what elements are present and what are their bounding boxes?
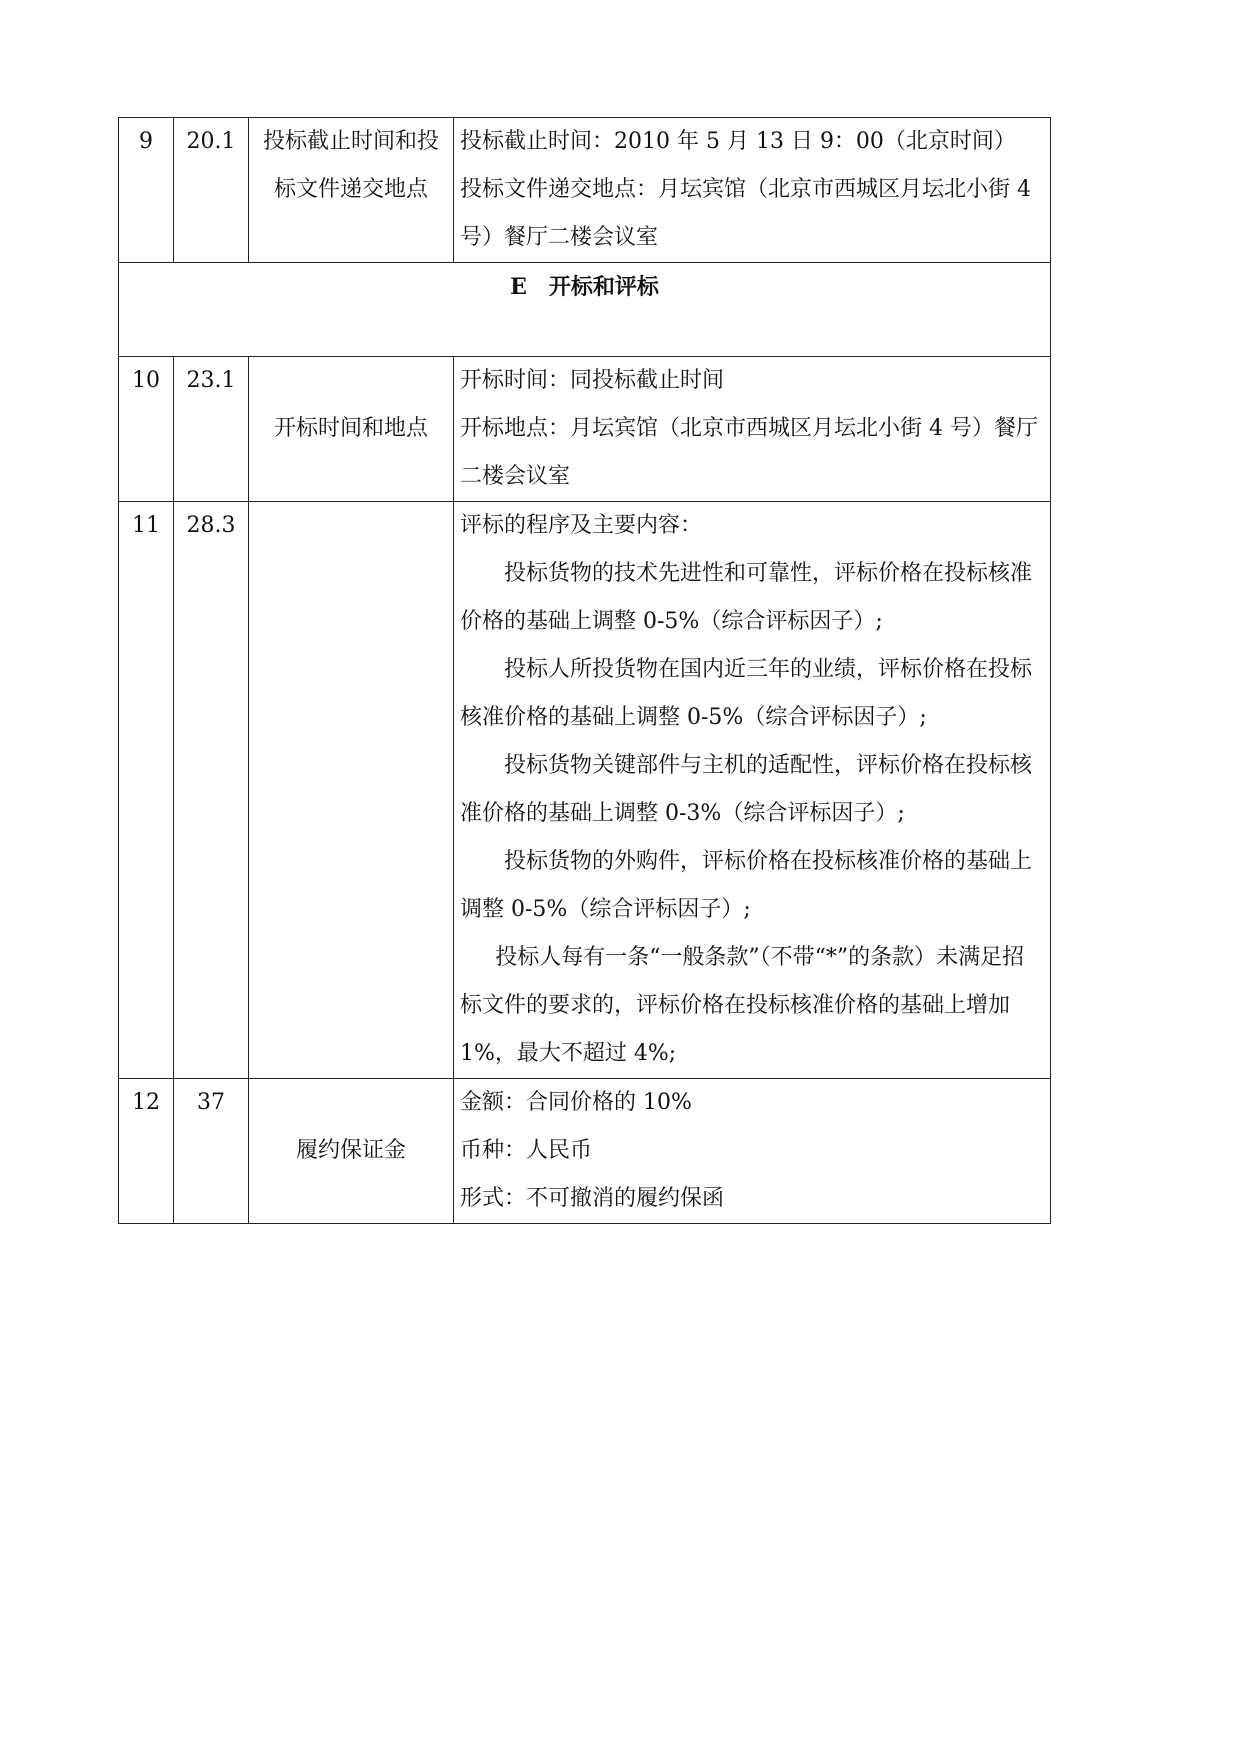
item-name: 投标截止时间和投标文件递交地点 <box>249 118 454 263</box>
clause-number: 37 <box>174 1079 249 1224</box>
content-line: 投标截止时间：2010 年 5 月 13 日 9：00（北京时间） <box>460 129 1016 154</box>
item-content <box>454 118 1051 263</box>
bid-data-table <box>118 117 1051 1224</box>
section-row <box>119 263 1051 357</box>
section-title: 开标和评标 <box>548 274 659 300</box>
content-line: 开标时间：同投标截止时间 <box>460 368 725 393</box>
section-heading <box>119 263 1051 357</box>
content-line: 评标的程序及主要内容： <box>460 513 703 538</box>
table-row <box>119 357 1051 502</box>
content-paragraph: 投标货物的技术先进性和可靠性，评标价格在投标核准价格的基础上调整 0-5%（综合评标因子）; <box>460 561 1033 634</box>
row-number: 10 <box>119 357 174 502</box>
section-code: E <box>510 274 527 300</box>
row-number: 9 <box>119 118 174 263</box>
content-line: 币种：人民币 <box>460 1138 593 1163</box>
clause-number: 23.1 <box>174 357 249 502</box>
clause-number: 20.1 <box>174 118 249 263</box>
content-paragraph: 投标人每有一条“一般条款”（不带“*”的条款）未满足招标文件的要求的，评标价格在投标核准价格的基础上增加 1%，最大不超过 4%; <box>460 945 1025 1066</box>
content-paragraph: 投标货物的外购件，评标价格在投标核准价格的基础上调整 0-5%（综合评标因子）; <box>460 849 1033 922</box>
row-number: 11 <box>119 502 174 1079</box>
content-line: 投标文件递交地点：月坛宾馆（北京市西城区月坛北小街 4 号）餐厅二楼会议室 <box>460 177 1031 250</box>
item-name: 开标时间和地点 <box>249 357 454 502</box>
table-row <box>119 118 1051 263</box>
item-content <box>454 502 1051 1079</box>
table-row <box>119 502 1051 1079</box>
clause-number: 28.3 <box>174 502 249 1079</box>
table-row <box>119 1079 1051 1224</box>
content-paragraph: 投标货物关键部件与主机的适配性，评标价格在投标核准价格的基础上调整 0-3%（综合评标因子）; <box>460 753 1033 826</box>
item-content <box>454 357 1051 502</box>
row-number: 12 <box>119 1079 174 1224</box>
content-line: 形式：不可撤消的履约保函 <box>460 1186 725 1211</box>
content-paragraph: 投标人所投货物在国内近三年的业绩，评标价格在投标核准价格的基础上调整 0-5%（综合评标因子）; <box>460 657 1033 730</box>
content-line: 金额：合同价格的 10% <box>460 1090 692 1115</box>
content-line: 开标地点：月坛宾馆（北京市西城区月坛北小街 4 号）餐厅二楼会议室 <box>460 416 1038 489</box>
item-name: 履约保证金 <box>249 1079 454 1224</box>
item-content <box>454 1079 1051 1224</box>
item-name <box>249 502 454 1079</box>
